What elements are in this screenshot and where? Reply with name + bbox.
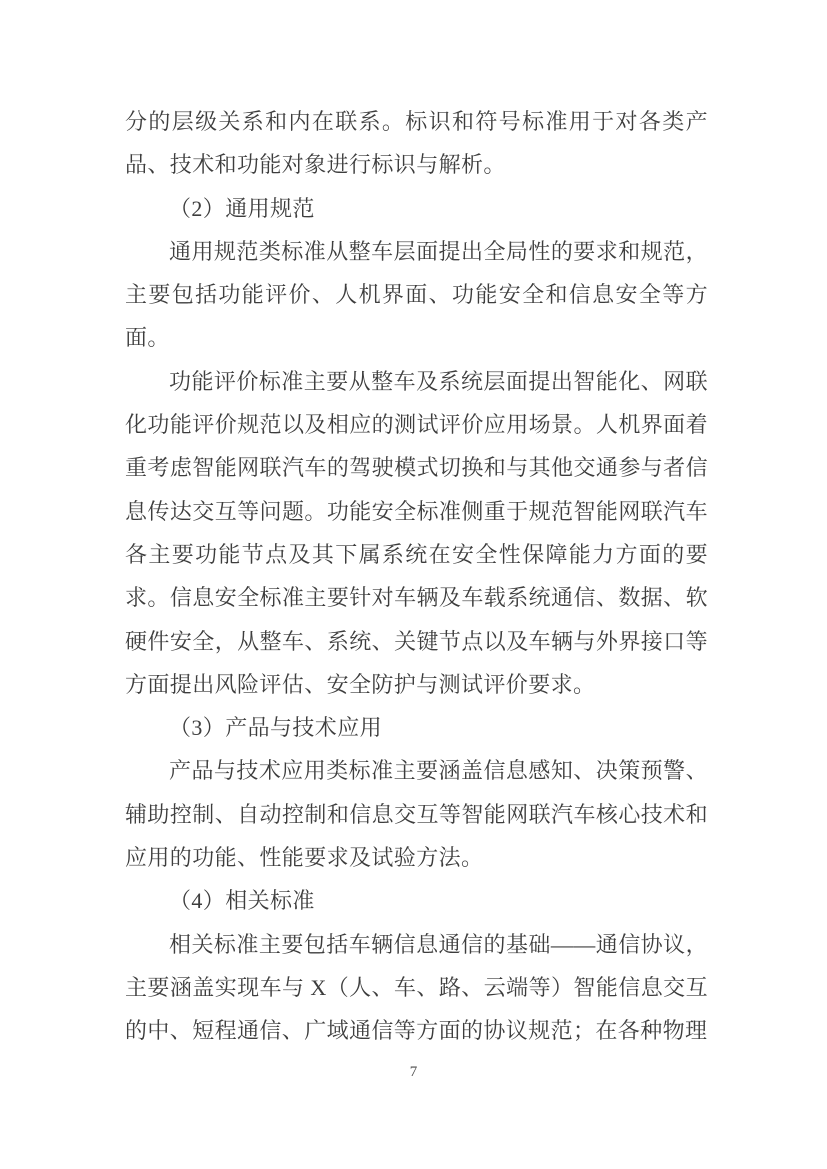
- paragraph-related-standards: 相关标准主要包括车辆信息通信的基础——通信协议，主要涵盖实现车与 X（人、车、路、云端等）智能信息交互的中、短程通信、广域通信等方面的协议规范；在各种物理: [125, 931, 708, 1044]
- heading-related-standards: （4）相关标准: [169, 888, 315, 914]
- paragraph-function-evaluation-safety: 功能评价标准主要从整车及系统层面提出智能化、网联化功能评价规范以及相应的测试评价应用场景。人机界面着重考虑智能网联汽车的驾驶模式切换和与其他交通参与者信息传达交互等问题。功能安全标准侧重于规范智能网联汽车各主要功能节点及其下属系统在安全性保障能力方面的要求。信息安全标准主要针对车辆及车载系统通信、数据、软硬件安全，从整车、系统、关键节点以及车辆与外界接口等方面提出风险评估、安全防护与测试评价要求。: [125, 368, 708, 697]
- heading-product-and-technology-application: （3）产品与技术应用: [169, 715, 383, 741]
- page-footer: [0, 1060, 827, 1084]
- paragraph-general-specifications: 通用规范类标准从整车层面提出全局性的要求和规范，主要包括功能评价、人机界面、功能安全和信息安全等方面。: [125, 238, 708, 351]
- heading-general-specifications: （2）通用规范: [169, 195, 315, 221]
- document-body: [125, 100, 708, 1053]
- paragraph-product-and-technology-application: 产品与技术应用类标准主要涵盖信息感知、决策预警、辅助控制、自动控制和信息交互等智能网联汽车核心技术和应用的功能、性能要求及试验方法。: [125, 758, 708, 871]
- paragraph-continuation: 分的层级关系和内在联系。标识和符号标准用于对各类产品、技术和功能对象进行标识与解析。: [125, 109, 708, 178]
- page-number: 7: [409, 1064, 418, 1080]
